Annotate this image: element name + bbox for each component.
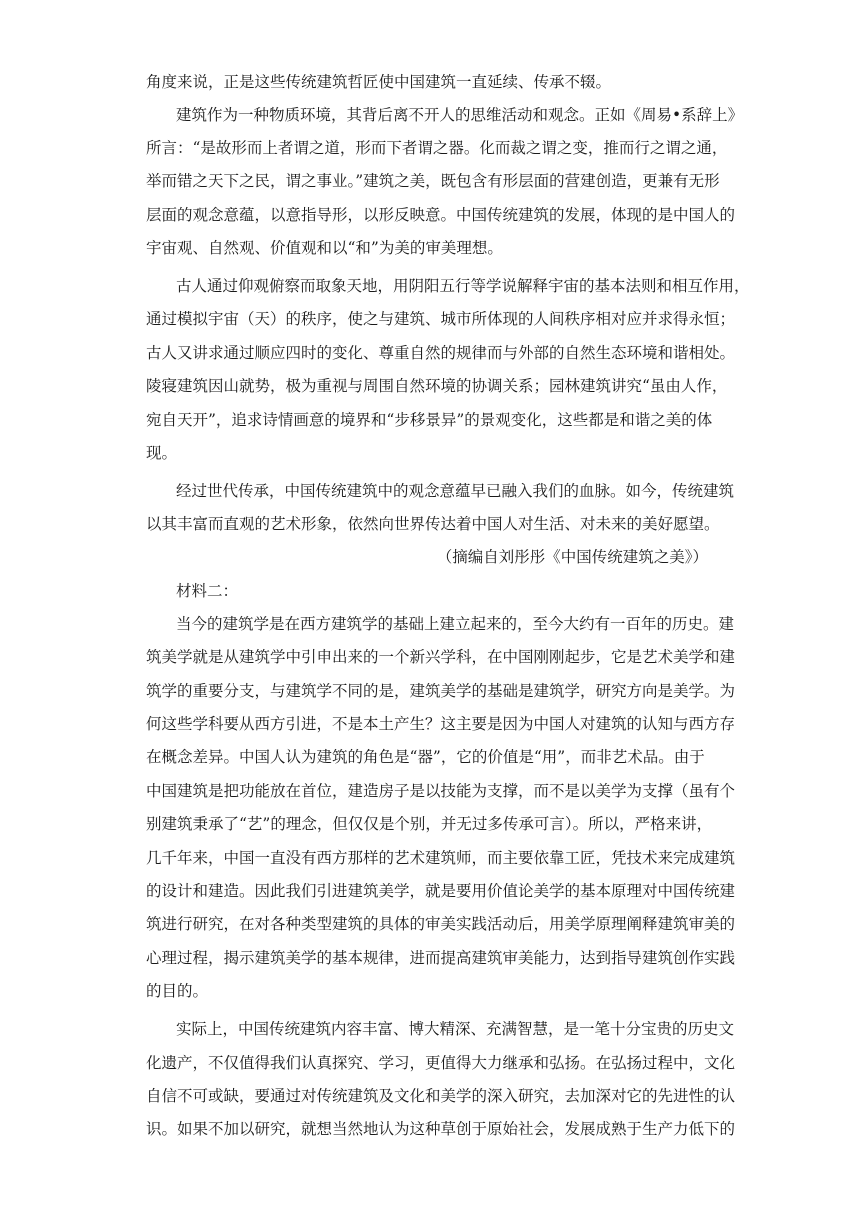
text-line: 识。如果不加以研究，就想当然地认为这种草创于原始社会，发展成熟于生产力低下的 — [146, 1120, 736, 1138]
text-line: 何这些学科要从西方引进，不是本土产生？这主要是因为中国人对建筑的认知与西方存 — [146, 715, 736, 733]
text-line: 筑学的重要分支，与建筑学不同的是，建筑美学的基础是建筑学，研究方向是美学。为 — [146, 682, 736, 700]
text-line: 化遗产，不仅值得我们认真探究、学习，更值得大力继承和弘扬。在弘扬过程中，文化 — [146, 1054, 736, 1072]
text-line: 古人又讲求通过顺应四时的变化、尊重自然的规律而与外部的自然生态环境和谐相处。 — [146, 344, 736, 362]
text-line: 几千年来，中国一直没有西方那样的艺术建筑师，而主要依靠工匠，凭技术来完成建筑 — [146, 849, 736, 867]
text-line: 经过世代传承，中国传统建筑中的观念意蕴早已融入我们的血脉。如今，传统建筑 — [176, 482, 735, 500]
text-line: 陵寝建筑因山就势，极为重视与周围自然环境的协调关系；园林建筑讲究“虽由人作， — [146, 377, 728, 395]
text-line: 筑进行研究，在对各种类型建筑的具体的审美实践活动后，用美学原理阐释建筑审美的 — [146, 915, 736, 933]
text-line: 举而错之天下之民，谓之事业。”建筑之美，既包含有形层面的营建创造，更兼有无形 — [146, 172, 720, 190]
text-line: 层面的观念意蕴，以意指导形，以形反映意。中国传统建筑的发展，体现的是中国人的 — [146, 206, 736, 224]
text-line: 心理过程，揭示建筑美学的基本规律，进而提高建筑审美能力，达到指导建筑创作实践 — [146, 949, 736, 967]
text-line: 的设计和建造。因此我们引进建筑美学，就是要用价值论美学的基本原理对中国传统建 — [146, 882, 736, 900]
text-line: 角度来说，正是这些传统建筑哲匠使中国建筑一直延续、传承不辍。 — [146, 73, 612, 91]
section-heading: 材料二： — [176, 582, 239, 600]
text-line: 别建筑秉承了“艺”的理念，但仅仅是个别，并无过多传承可言）。所以，严格来讲， — [146, 815, 713, 833]
text-line: 的目的。 — [146, 982, 209, 1000]
text-line: 在概念差异。中国人认为建筑的角色是“器”，它的价值是“用”，而非艺术品。由于 — [146, 748, 705, 766]
text-line: 自信不可或缺，要通过对传统建筑及文化和美学的深入研究，去加深对它的先进性的认 — [146, 1087, 736, 1105]
text-line: 当今的建筑学是在西方建筑学的基础上建立起来的，至今大约有一百年的历史。建 — [176, 615, 735, 633]
text-line: 实际上，中国传统建筑内容丰富、博大精深、充满智慧，是一笔十分宝贵的历史文 — [176, 1020, 735, 1038]
text-line: 建筑作为一种物质环境，其背后离不开人的思维活动和观念。正如《周易•系辞上》 — [176, 106, 744, 124]
text-line: 现。 — [146, 444, 178, 462]
text-line: 宛自天开”，追求诗情画意的境界和“步移景异”的景观变化，这些都是和谐之美的体 — [146, 411, 713, 429]
text-line: 通过模拟宇宙（天）的秩序，使之与建筑、城市所体现的人间秩序相对应并求得永恒； — [146, 310, 736, 328]
text-line: 古人通过仰观俯察而取象天地，用阴阳五行等学说解释宇宙的基本法则和相互作用， — [176, 277, 750, 295]
text-line: 宇宙观、自然观、价值观和以“和”为美的审美理想。 — [146, 239, 503, 257]
text-line: 中国建筑是把功能放在首位，建造房子是以技能为支撑，而不是以美学为支撑（虽有个 — [146, 782, 736, 800]
text-line: 以其丰富而直观的艺术形象，依然向世界传达着中国人对生活、对未来的美好愿望。 — [146, 515, 720, 533]
text-line: 筑美学就是从建筑学中引申出来的一个新兴学科，在中国刚刚起步，它是艺术美学和建 — [146, 648, 736, 666]
text-line: 所言：“是故形而上者谓之道，形而下者谓之器。化而裁之谓之变，推而行之谓之通， — [146, 139, 728, 157]
source-citation: （摘编自刘彤彤《中国传统建筑之美》） — [436, 548, 708, 566]
